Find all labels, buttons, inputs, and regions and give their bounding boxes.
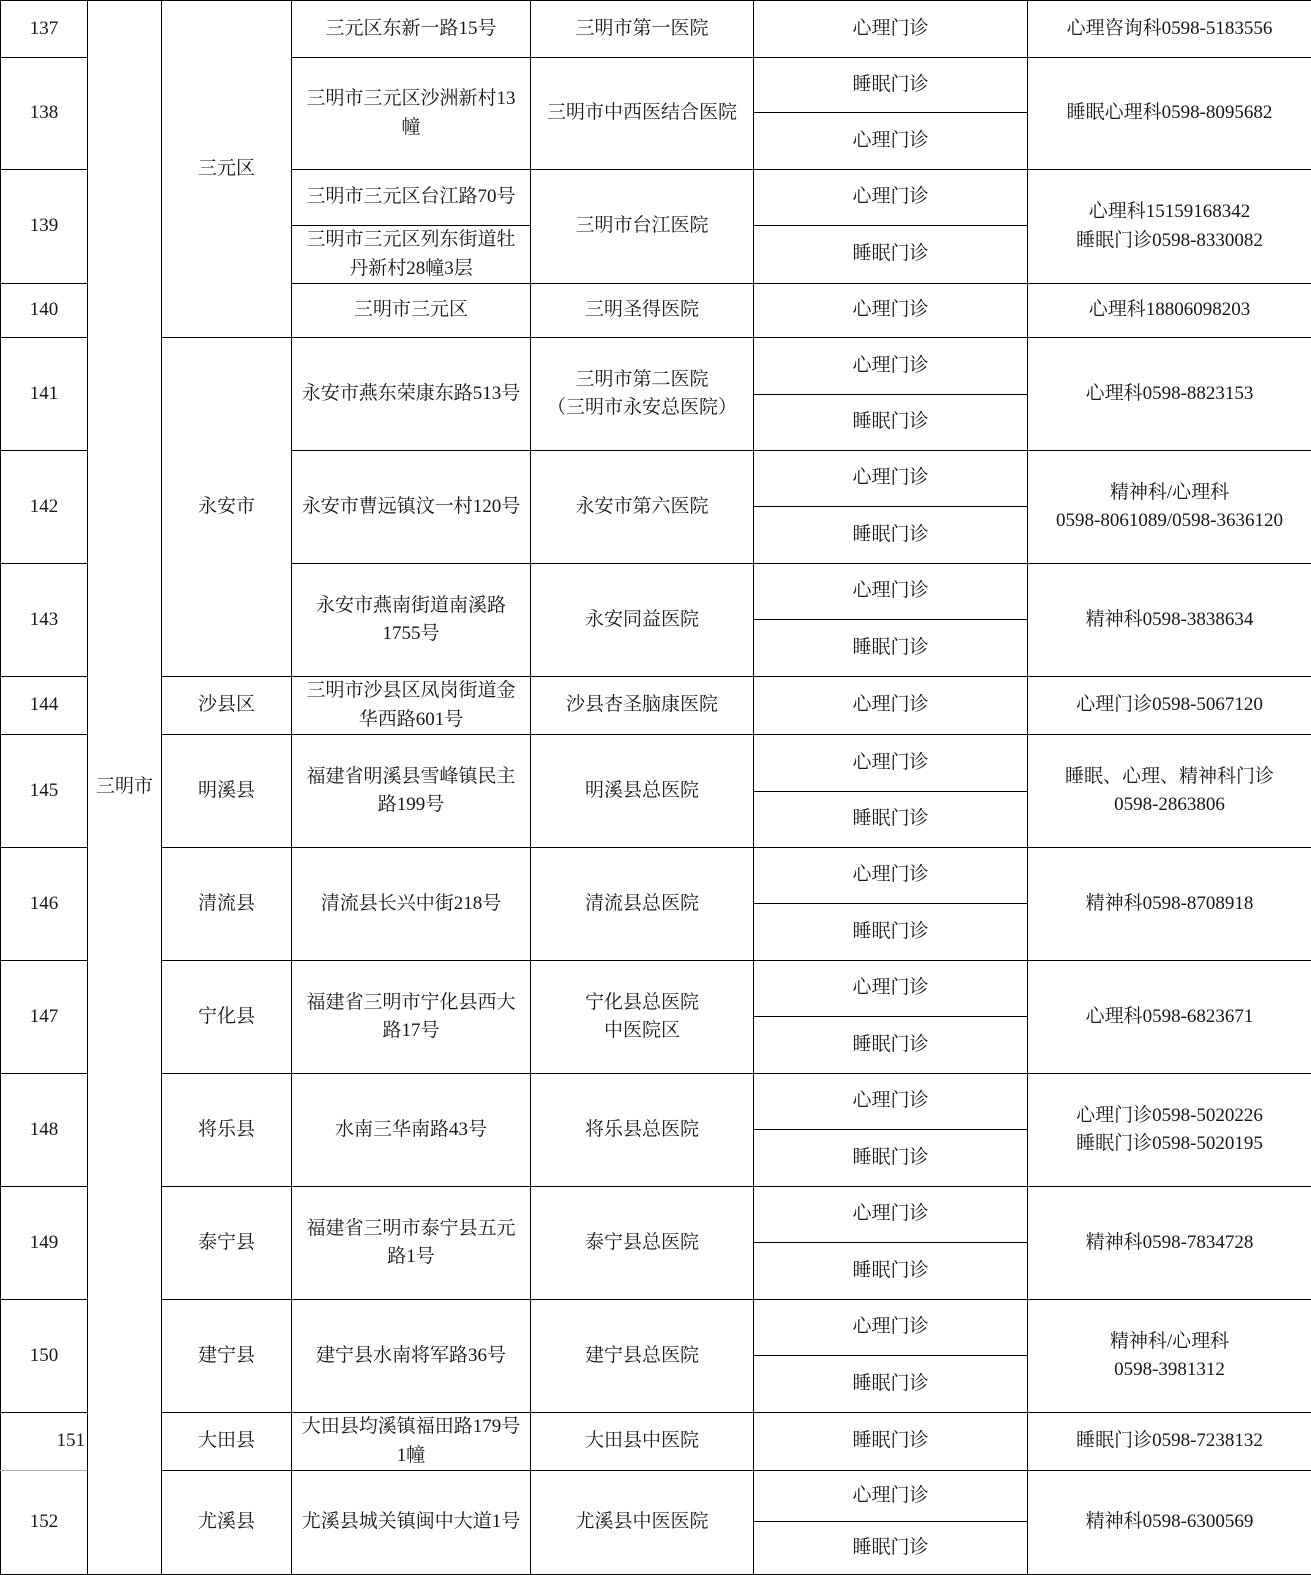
phone-cell (1028, 1074, 1311, 1187)
clinic-type-cell: 睡眠门诊 (754, 792, 1028, 848)
phone-line: 0598-2863806 (1034, 791, 1305, 820)
clinic-type-cell: 睡眠门诊 (754, 1356, 1028, 1413)
hospital-cell: 永安市第六医院 (531, 451, 754, 564)
phone-cell: 睡眠心理科0598-8095682 (1028, 58, 1311, 170)
address-cell: 三明市三元区台江路70号 (292, 170, 531, 226)
clinic-type-cell: 睡眠门诊 (754, 395, 1028, 451)
address-cell: 水南三华南路43号 (292, 1074, 531, 1187)
clinic-type-cell: 睡眠门诊 (754, 1522, 1028, 1575)
address-cell: 三明市沙县区凤岗街道金华西路601号 (292, 677, 531, 735)
clinic-type-cell: 心理门诊 (754, 735, 1028, 792)
address-cell: 清流县长兴中街218号 (292, 848, 531, 961)
phone-line: 精神科/心理科 (1034, 1328, 1305, 1357)
row-number-cell: 147 (1, 961, 88, 1074)
hospital-line: 中医院区 (537, 1017, 747, 1046)
clinic-type-cell: 心理门诊 (754, 1300, 1028, 1356)
address-cell: 大田县均溪镇福田路179号1幢 (292, 1413, 531, 1471)
clinic-type-cell: 心理门诊 (754, 1074, 1028, 1130)
phone-line: 睡眠门诊0598-8330082 (1034, 227, 1305, 256)
phone-cell: 睡眠门诊0598-7238132 (1028, 1413, 1311, 1471)
clinic-type-cell: 心理门诊 (754, 961, 1028, 1017)
clinic-type-cell: 心理门诊 (754, 564, 1028, 620)
row-number-cell: 137 (1, 1, 88, 58)
clinic-type-cell: 睡眠门诊 (754, 1413, 1028, 1471)
row-number-cell: 145 (1, 735, 88, 848)
clinic-type-cell: 心理门诊 (754, 170, 1028, 226)
phone-cell: 心理科0598-6823671 (1028, 961, 1311, 1074)
phone-cell: 心理咨询科0598-5183556 (1028, 1, 1311, 58)
phone-line: 心理科15159168342 (1034, 198, 1305, 227)
row-number-cell: 150 (1, 1300, 88, 1413)
phone-cell: 心理科0598-8823153 (1028, 338, 1311, 451)
district-cell: 建宁县 (162, 1300, 292, 1413)
hospital-cell: 尤溪县中医医院 (531, 1471, 754, 1575)
clinic-type-cell: 睡眠门诊 (754, 226, 1028, 284)
hospital-line: （三明市永安总医院） (537, 394, 747, 423)
phone-cell (1028, 1300, 1311, 1413)
district-cell: 永安市 (162, 338, 292, 677)
address-cell: 永安市燕南街道南溪路1755号 (292, 564, 531, 677)
clinic-type-cell: 心理门诊 (754, 1471, 1028, 1522)
hospital-cell: 清流县总医院 (531, 848, 754, 961)
hospital-cell: 建宁县总医院 (531, 1300, 754, 1413)
row-number-cell: 151 (1, 1413, 88, 1471)
hospital-cell: 永安同益医院 (531, 564, 754, 677)
city-cell: 三明市 (88, 1, 162, 1575)
district-cell: 三元区 (162, 1, 292, 338)
district-cell: 将乐县 (162, 1074, 292, 1187)
address-cell: 三元区东新一路15号 (292, 1, 531, 58)
clinic-type-cell: 心理门诊 (754, 284, 1028, 338)
row-number-cell: 149 (1, 1187, 88, 1300)
hospital-cell: 三明市第一医院 (531, 1, 754, 58)
row-number-cell: 146 (1, 848, 88, 961)
row-number-cell: 139 (1, 170, 88, 284)
row-number-cell: 148 (1, 1074, 88, 1187)
district-cell: 大田县 (162, 1413, 292, 1471)
address-cell: 福建省三明市宁化县西大路17号 (292, 961, 531, 1074)
phone-cell (1028, 735, 1311, 848)
clinic-type-cell: 心理门诊 (754, 677, 1028, 735)
address-cell: 建宁县水南将军路36号 (292, 1300, 531, 1413)
phone-cell: 精神科0598-7834728 (1028, 1187, 1311, 1300)
phone-line: 睡眠、心理、精神科门诊 (1034, 763, 1305, 792)
clinic-type-cell: 睡眠门诊 (754, 58, 1028, 113)
address-cell: 永安市曹远镇汶一村120号 (292, 451, 531, 564)
phone-line: 睡眠门诊0598-5020195 (1034, 1130, 1305, 1159)
district-cell: 宁化县 (162, 961, 292, 1074)
address-cell: 三明市三元区 (292, 284, 531, 338)
row-number-cell: 142 (1, 451, 88, 564)
district-cell: 明溪县 (162, 735, 292, 848)
clinic-type-cell: 心理门诊 (754, 113, 1028, 170)
hospital-cell (531, 961, 754, 1074)
hospital-cell: 大田县中医院 (531, 1413, 754, 1471)
address-cell: 尤溪县城关镇闽中大道1号 (292, 1471, 531, 1575)
district-cell: 泰宁县 (162, 1187, 292, 1300)
address-cell: 三明市三元区列东街道牡丹新村28幢3层 (292, 226, 531, 284)
phone-cell: 精神科0598-6300569 (1028, 1471, 1311, 1575)
clinic-type-cell: 睡眠门诊 (754, 620, 1028, 677)
phone-line: 心理门诊0598-5020226 (1034, 1102, 1305, 1131)
clinic-type-cell: 心理门诊 (754, 1, 1028, 58)
row-number-cell: 140 (1, 284, 88, 338)
clinic-type-cell: 心理门诊 (754, 338, 1028, 395)
hospital-cell (531, 338, 754, 451)
clinic-type-cell: 睡眠门诊 (754, 1243, 1028, 1300)
address-cell: 三明市三元区沙洲新村13幢 (292, 58, 531, 170)
hospital-cell: 三明市台江医院 (531, 170, 754, 284)
hospital-cell: 沙县杏圣脑康医院 (531, 677, 754, 735)
district-cell: 尤溪县 (162, 1471, 292, 1575)
row-number-cell: 152 (1, 1471, 88, 1575)
hospital-cell: 三明圣得医院 (531, 284, 754, 338)
row-number-cell: 138 (1, 58, 88, 170)
row-number-cell: 144 (1, 677, 88, 735)
district-cell: 清流县 (162, 848, 292, 961)
clinic-type-cell: 睡眠门诊 (754, 1130, 1028, 1187)
row-number-cell: 141 (1, 338, 88, 451)
address-cell: 福建省明溪县雪峰镇民主路199号 (292, 735, 531, 848)
phone-line: 精神科/心理科 (1034, 479, 1305, 508)
clinic-type-cell: 睡眠门诊 (754, 904, 1028, 961)
hospital-line: 三明市第二医院 (537, 366, 747, 395)
phone-cell: 精神科0598-3838634 (1028, 564, 1311, 677)
clinic-type-cell: 睡眠门诊 (754, 1017, 1028, 1074)
clinic-type-cell: 睡眠门诊 (754, 507, 1028, 564)
hospital-cell: 三明市中西医结合医院 (531, 58, 754, 170)
phone-line: 0598-3981312 (1034, 1356, 1305, 1385)
phone-cell (1028, 170, 1311, 284)
clinic-type-cell: 心理门诊 (754, 1187, 1028, 1243)
row-number-cell: 143 (1, 564, 88, 677)
clinic-type-cell: 心理门诊 (754, 451, 1028, 507)
phone-cell (1028, 451, 1311, 564)
hospital-cell: 明溪县总医院 (531, 735, 754, 848)
hospital-cell: 将乐县总医院 (531, 1074, 754, 1187)
phone-cell: 心理门诊0598-5067120 (1028, 677, 1311, 735)
phone-cell: 心理科18806098203 (1028, 284, 1311, 338)
hospital-cell: 泰宁县总医院 (531, 1187, 754, 1300)
hospital-line: 宁化县总医院 (537, 989, 747, 1018)
address-cell: 永安市燕东荣康东路513号 (292, 338, 531, 451)
clinic-type-cell: 心理门诊 (754, 848, 1028, 904)
phone-line: 0598-8061089/0598-3636120 (1034, 507, 1305, 536)
address-cell: 福建省三明市泰宁县五元路1号 (292, 1187, 531, 1300)
phone-cell: 精神科0598-8708918 (1028, 848, 1311, 961)
district-cell: 沙县区 (162, 677, 292, 735)
